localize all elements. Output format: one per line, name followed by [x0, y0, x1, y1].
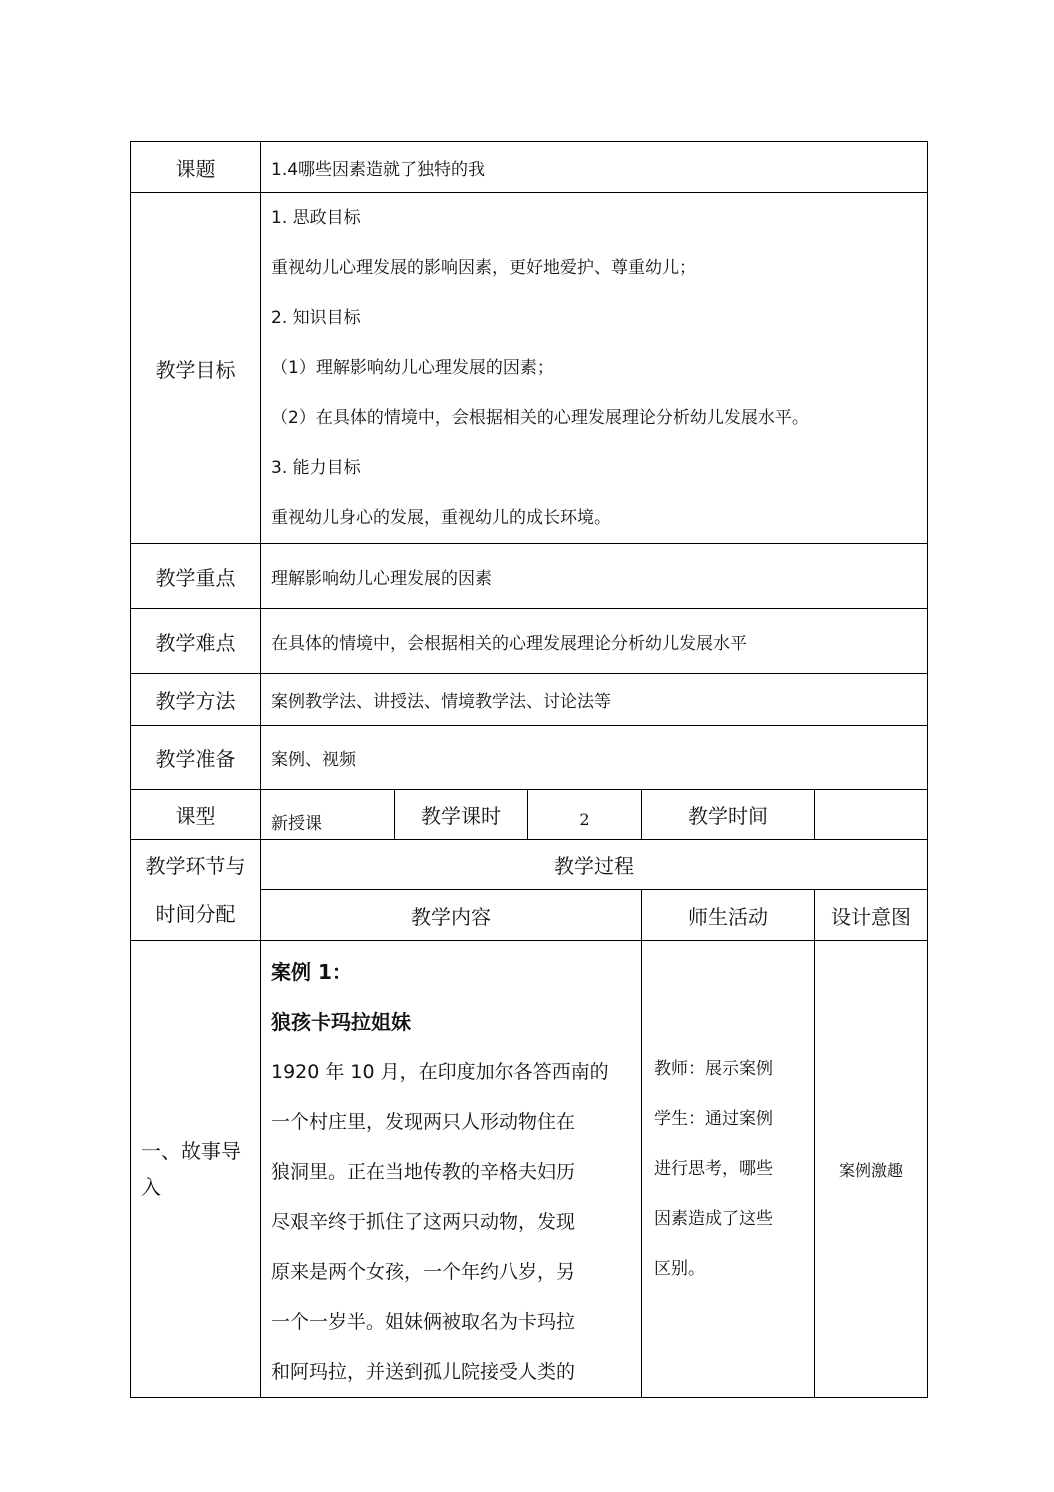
- key-points-value: 理解影响幼儿心理发展的因素: [261, 544, 928, 609]
- topic-row: [131, 142, 928, 193]
- stage-label-line1: 教学环节与: [145, 854, 246, 878]
- section-row: [131, 941, 928, 1398]
- key-points-row: [131, 544, 928, 609]
- case-line: 和阿玛拉，并送到孤儿院接受人类的: [271, 1361, 576, 1383]
- objective-line: 重视幼儿心理发展的影响因素，更好地爱护、尊重幼儿；: [271, 258, 696, 278]
- objective-line: 3. 能力目标: [271, 458, 361, 478]
- course-type-value: 新授课: [261, 790, 395, 840]
- case-name: 狼孩卡玛拉姐妹: [271, 1010, 411, 1034]
- activity-line: 进行思考，哪些: [654, 1159, 773, 1179]
- difficulties-value: 在具体的情境中，会根据相关的心理发展理论分析幼儿发展水平: [261, 609, 928, 674]
- intent-value: 案例激趣: [815, 941, 928, 1398]
- case-line: 原来是两个女孩，一个年约八岁，另: [271, 1261, 576, 1283]
- intent-header: 设计意图: [815, 890, 928, 941]
- process-label: 教学过程: [261, 840, 928, 890]
- case-content: [261, 941, 642, 1398]
- key-points-label: 教学重点: [131, 544, 261, 609]
- objective-line: 2. 知识目标: [271, 308, 361, 328]
- objectives-content: [261, 193, 928, 544]
- process-header-row: [131, 840, 928, 890]
- case-title: 案例 1：: [271, 960, 352, 984]
- preparation-label: 教学准备: [131, 726, 261, 790]
- activity-line: 学生：通过案例: [654, 1109, 773, 1129]
- objective-line: （2）在具体的情境中，会根据相关的心理发展理论分析幼儿发展水平。: [271, 408, 809, 428]
- course-type-row: [131, 790, 928, 840]
- methods-label: 教学方法: [131, 674, 261, 726]
- activity-header: 师生活动: [642, 890, 815, 941]
- content-header: 教学内容: [261, 890, 642, 941]
- stage-time-label: [131, 840, 261, 941]
- time-label: 教学时间: [642, 790, 815, 840]
- activity-line: 区别。: [654, 1259, 705, 1279]
- section-label: 一、故事导入: [131, 941, 261, 1398]
- methods-row: [131, 674, 928, 726]
- activity-line: 因素造成了这些: [654, 1209, 773, 1229]
- activity-content: [642, 941, 815, 1398]
- activity-line: 教师：展示案例: [654, 1059, 773, 1079]
- course-type-label: 课型: [131, 790, 261, 840]
- objective-line: （1）理解影响幼儿心理发展的因素；: [271, 358, 554, 378]
- case-line: 狼洞里。正在当地传教的辛格夫妇历: [271, 1161, 576, 1183]
- topic-value: 1.4哪些因素造就了独特的我: [261, 142, 928, 193]
- lesson-plan-table: [130, 141, 928, 1398]
- preparation-value: 案例、视频: [261, 726, 928, 790]
- case-line: 一个一岁半。姐妹俩被取名为卡玛拉: [271, 1311, 576, 1333]
- stage-label-line2: 时间分配: [155, 902, 236, 926]
- preparation-row: [131, 726, 928, 790]
- hours-label: 教学课时: [395, 790, 528, 840]
- topic-label: 课题: [131, 142, 261, 193]
- objectives-row: [131, 193, 928, 544]
- hours-value: 2: [528, 790, 642, 840]
- methods-value: 案例教学法、讲授法、情境教学法、讨论法等: [261, 674, 928, 726]
- time-value: [815, 790, 928, 840]
- case-line: 1920 年 10 月，在印度加尔各答西南的: [271, 1061, 609, 1083]
- objective-line: 1. 思政目标: [271, 208, 361, 228]
- objective-line: 重视幼儿身心的发展，重视幼儿的成长环境。: [271, 508, 611, 528]
- difficulties-row: [131, 609, 928, 674]
- objectives-label: 教学目标: [131, 193, 261, 544]
- case-line: 一个村庄里，发现两只人形动物住在: [271, 1111, 576, 1133]
- case-line: 尽艰辛终于抓住了这两只动物，发现: [271, 1211, 576, 1233]
- difficulties-label: 教学难点: [131, 609, 261, 674]
